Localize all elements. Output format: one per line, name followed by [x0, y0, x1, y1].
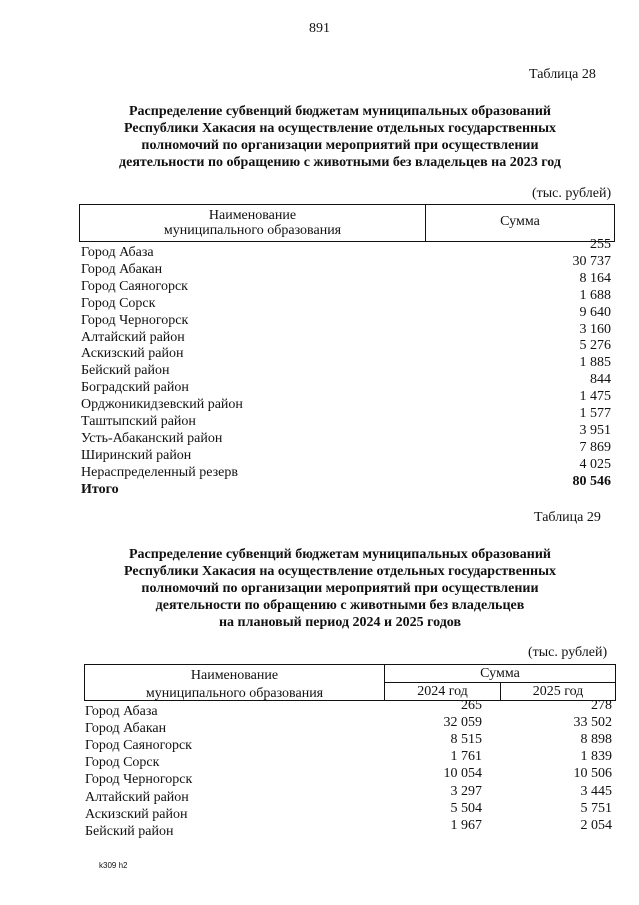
- header-name: [85, 668, 384, 701]
- row-value-2024: 32 059: [443, 715, 482, 731]
- row-value: 3 951: [579, 422, 611, 438]
- title-line: на плановый период 2024 и 2025 годов: [218, 615, 462, 630]
- row-value: 4 025: [579, 456, 611, 472]
- title-line: Республики Хакасия на осуществление отдельных государственных: [123, 121, 557, 136]
- title-line: полномочий по организации мероприятий при осуществлении: [141, 138, 539, 153]
- header-name-line: муниципального образования: [163, 223, 342, 238]
- table-29-label: Таблица 29: [534, 510, 601, 525]
- header-name-line: Наименование: [208, 208, 297, 223]
- header-sum: Сумма: [480, 666, 520, 681]
- total-value: 80 546: [572, 473, 611, 489]
- row-value-2024: 1 967: [450, 817, 482, 833]
- row-name: Боградский район: [81, 380, 189, 396]
- table-28-unit: (тыс. рублей): [532, 186, 612, 201]
- title-line: Распределение субвенций бюджетам муниципальных образований: [129, 104, 551, 119]
- row-value-2024: 10 054: [443, 766, 482, 782]
- header-sum: Сумма: [500, 214, 540, 229]
- table-29-title: [60, 546, 620, 631]
- header-year-2025: 2025 год: [532, 684, 584, 699]
- title-line: Распределение субвенций бюджетам муниципальных образований: [129, 547, 551, 562]
- row-name: Город Саяногорск: [81, 278, 188, 294]
- title-line: Республики Хакасия на осуществление отдельных государственных: [123, 564, 557, 579]
- row-name: Город Абакан: [81, 261, 163, 277]
- row-name: Ширинский район: [81, 447, 192, 463]
- row-name: Город Сорск: [81, 295, 156, 311]
- row-name: Город Абакан: [85, 721, 167, 737]
- title-line: деятельности по обращению с животными без владельцев: [155, 598, 525, 613]
- row-name: Город Саяногорск: [85, 738, 192, 754]
- row-name: Усть-Абаканский район: [81, 430, 223, 446]
- row-value: 844: [590, 372, 611, 388]
- row-value-2025: 5 751: [580, 800, 612, 816]
- row-value-2024: 1 761: [450, 749, 482, 765]
- total-name: Итого: [81, 481, 119, 497]
- row-name: Алтайский район: [81, 329, 185, 345]
- row-value: 1 577: [579, 406, 611, 421]
- row-name: Орджоникидзевский район: [81, 397, 243, 413]
- table-28-label: Таблица 28: [529, 67, 596, 82]
- row-name: Город Черногорск: [81, 312, 189, 328]
- table-28-title: [60, 103, 620, 171]
- row-name: Город Абаза: [85, 704, 158, 719]
- row-value: 8 164: [579, 270, 611, 286]
- row-value: 30 737: [572, 253, 611, 269]
- header-name-line: муниципального образования: [145, 686, 324, 701]
- row-value-2025: 33 502: [573, 715, 612, 731]
- row-value-2025: 2 054: [580, 817, 612, 833]
- row-name: Таштыпский район: [81, 414, 196, 429]
- row-value-2024: 265: [461, 698, 482, 713]
- page-number: 891: [309, 21, 330, 36]
- row-value-2024: 8 515: [450, 732, 482, 748]
- row-value: 1 885: [579, 355, 611, 371]
- row-value: 1 475: [579, 389, 611, 405]
- header-name: [80, 208, 425, 238]
- footer-code: k309 h2: [99, 861, 128, 870]
- row-value-2025: 10 506: [573, 766, 612, 782]
- row-value-2025: 278: [591, 698, 612, 713]
- title-line: деятельности по обращению с животными без владельцев на 2023 год: [119, 155, 561, 170]
- row-value-2025: 1 839: [580, 749, 612, 765]
- row-name: Город Черногорск: [85, 772, 193, 788]
- row-name: Бейский район: [81, 363, 170, 379]
- row-value: 255: [590, 237, 611, 252]
- row-name: Нераспределенный резерв: [81, 464, 238, 480]
- row-name: Город Сорск: [85, 755, 160, 771]
- row-value-2024: 3 297: [450, 783, 482, 799]
- row-value: 5 276: [579, 338, 611, 354]
- row-value-2025: 3 445: [580, 783, 612, 799]
- row-name: Аскизский район: [85, 806, 188, 822]
- table-29-unit: (тыс. рублей): [528, 645, 608, 660]
- row-name: Аскизский район: [81, 346, 184, 362]
- header-name-line: Наименование: [190, 668, 279, 683]
- row-name: Бейский район: [85, 823, 174, 839]
- row-name: Город Абаза: [81, 245, 154, 260]
- row-value: 7 869: [579, 439, 611, 455]
- row-value-2025: 8 898: [580, 732, 612, 748]
- row-value: 9 640: [579, 304, 611, 320]
- row-value: 1 688: [579, 287, 611, 303]
- title-line: полномочий по организации мероприятий при осуществлении: [141, 581, 539, 596]
- row-value: 3 160: [579, 321, 611, 337]
- row-value-2024: 5 504: [450, 800, 482, 816]
- row-name: Алтайский район: [85, 789, 189, 805]
- header-year-2024: 2024 год: [417, 684, 468, 699]
